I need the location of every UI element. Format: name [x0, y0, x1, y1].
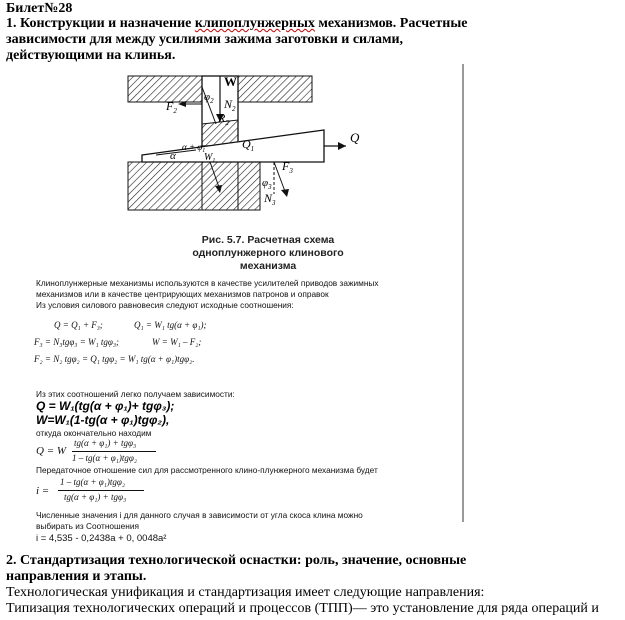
label-W: W [224, 74, 237, 89]
q-formula-bar [72, 451, 156, 452]
i-formula-denominator: tg(α + φ₁) + tgφ₃ [64, 492, 127, 502]
figure-caption-1: Рис. 5.7. Расчетная схема [201, 234, 335, 246]
figure-caption-3: механизма [239, 260, 297, 272]
label-phi3: $\varphi_3$ [262, 177, 272, 191]
numeric-line-1: Численные значения i для данного случая в зависимости от угла скоса клина можно [36, 510, 363, 520]
dependency-1: Q = W₁(tg(α + φ₁)+ tgφ₃); [36, 399, 175, 413]
derive-intro: Из этих соотношений легко получаем зависимости: [36, 389, 235, 399]
label-phi2: $\varphi_2$ [204, 91, 214, 105]
question-1-line-2: зависимости для между усилиями зажима заготовки и силами, [6, 32, 404, 47]
figure-caption-2: одноплунжерного клинового [192, 247, 344, 259]
question-2-text-1: Технологическая унификация и стандартизация имеет следующие направления: [6, 585, 485, 600]
bottom-housing-left [128, 162, 202, 210]
label-N2: $N_2$ [224, 97, 236, 113]
ticket-title: Билет№28 [6, 1, 73, 16]
label-W1: $W_1$ [204, 152, 216, 164]
misspelled-word[interactable]: клипоплунжерных [194, 16, 315, 31]
dependency-2: W=W₁(1-tg(α + φ₁)tgφ₂), [36, 413, 170, 427]
equation-2b: W = W₁ – F₂; [152, 337, 202, 347]
label-Q: Q [350, 130, 360, 145]
question-1-suffix: механизмов. Расчетные [314, 16, 468, 31]
i-formula-bar [58, 490, 144, 491]
label-Q1: $Q_1$ [242, 137, 255, 153]
intro-line-2: механизмов или в качестве центрирующих механизмов патронов и оправок [36, 289, 329, 299]
ratio-intro: Передаточное отношение сил для рассмотренного клино-плунжерного механизма будет [36, 465, 378, 475]
q-formula-lhs: Q = W [36, 445, 67, 457]
question-1-line-1 [6, 16, 467, 32]
question-1-prefix: 1. Конструкции и назначение [6, 16, 195, 31]
question-2-text-2: Типизация технологических операций и процессов (ТПП)— это установление для ряда операций и [6, 601, 599, 616]
q-formula-numerator: tg(α + φ₁) + tgφ₃ [74, 438, 137, 448]
intro-line-1: Клиноплунжерные механизмы используются в качестве усилителей приводов зажимных [36, 278, 379, 288]
label-R2: $R_2$ [218, 111, 229, 127]
i-formula-numerator: 1 – tg(α + φ₁)tgφ₂ [60, 477, 126, 487]
intro-line-3: Из условия силового равновесия следуют исходные соотношения: [36, 300, 294, 310]
equation-2a: F₃ = N₃tgφ₃ = W₁ tgφ₃; [34, 337, 119, 347]
mechanism-diagram [6, 62, 461, 222]
equation-1a: Q = Q₁ + F₃; [54, 320, 103, 330]
i-formula-lhs: i = [36, 485, 50, 497]
label-F3: $F_3$ [282, 159, 293, 175]
equation-3: F₂ = N₂ tgφ₂ = Q₁ tgφ₂ = W₁ tg(α + φ₁)tgφ₂. [34, 354, 195, 364]
label-alpha-phi1: $\alpha + \varphi_1$ [182, 142, 206, 154]
question-1-line-3: действующими на клинья. [6, 48, 176, 63]
label-alpha: α [170, 150, 176, 162]
top-housing-right [238, 76, 312, 102]
question-2-line-2: направления и этапы. [6, 569, 147, 584]
embedded-scan [6, 62, 461, 557]
label-F2: $F_2$ [166, 99, 177, 115]
equation-1b: Q₁ = W₁ tg(α + φ₁); [134, 320, 207, 330]
q-formula-denominator: 1 – tg(α + φ₁)tgφ₂ [72, 453, 138, 463]
top-housing-left [128, 76, 202, 102]
numeric-formula: i = 4,535 - 0,2438a + 0, 0048a² [36, 533, 167, 544]
bottom-housing-right [238, 162, 260, 210]
question-2-line-1: 2. Стандартизация технологической оснастки: роль, значение, основные [6, 553, 467, 568]
label-N3: $N_3$ [264, 191, 276, 207]
image-border-line [462, 64, 464, 522]
numeric-line-2: выбирать из Соотношения [36, 521, 139, 531]
final-intro: откуда окончательно находим [36, 428, 152, 438]
